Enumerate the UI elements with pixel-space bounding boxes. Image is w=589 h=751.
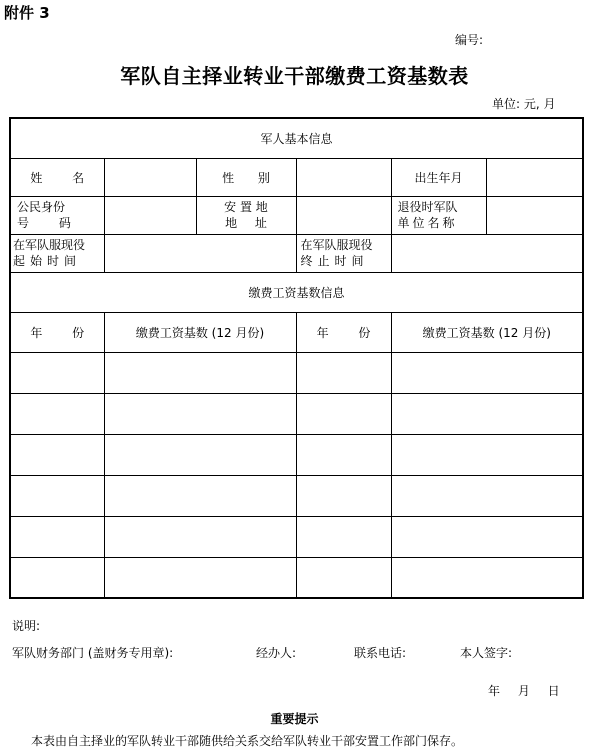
year-cell[interactable] xyxy=(10,557,104,598)
table-row xyxy=(10,352,583,393)
year-cell[interactable] xyxy=(10,516,104,557)
salary-base-cell[interactable] xyxy=(391,516,583,557)
year-cell[interactable] xyxy=(296,352,391,393)
column-header-year-2: 年 份 xyxy=(296,312,391,352)
name-field[interactable] xyxy=(104,158,196,196)
year-cell[interactable] xyxy=(296,557,391,598)
salary-base-cell[interactable] xyxy=(391,557,583,598)
retirement-unit-label xyxy=(391,196,486,234)
placement-label-line1: 安 置 地 xyxy=(224,200,268,214)
finance-dept-label: 军队财务部门 (盖财务专用章): xyxy=(12,646,174,660)
year-cell[interactable] xyxy=(10,352,104,393)
serial-number-label: 编号: xyxy=(455,33,484,47)
year-cell[interactable] xyxy=(10,475,104,516)
column-header-salary-base: 缴费工资基数 (12 月份) xyxy=(104,312,296,352)
section-header-row xyxy=(10,272,583,312)
unit-label-line2: 单位名称 xyxy=(397,216,458,230)
service-end-line1: 在军队服现役 xyxy=(300,238,373,252)
service-end-field[interactable] xyxy=(391,234,583,272)
id-label-line2: 号 码 xyxy=(17,216,71,230)
document-title: 军队自主择业转业干部缴费工资基数表 xyxy=(120,64,469,88)
placement-address-label xyxy=(196,196,296,234)
table-row xyxy=(10,475,583,516)
table-row xyxy=(10,516,583,557)
placement-label-line2: 地 址 xyxy=(225,216,267,230)
retirement-unit-field[interactable] xyxy=(486,196,583,234)
table-row xyxy=(10,434,583,475)
salary-column-header-row xyxy=(10,312,583,352)
service-start-line2: 起始时间 xyxy=(13,254,82,268)
table-row xyxy=(10,393,583,434)
service-end-line2: 终止时间 xyxy=(300,254,369,268)
year-cell[interactable] xyxy=(10,393,104,434)
birth-field[interactable] xyxy=(486,158,583,196)
salary-base-cell[interactable] xyxy=(104,434,296,475)
section-title-basic-info: 军人基本信息 xyxy=(10,118,583,158)
service-start-label xyxy=(10,234,104,272)
year-cell[interactable] xyxy=(296,393,391,434)
gender-field[interactable] xyxy=(296,158,391,196)
id-label-line1: 公民身份 xyxy=(17,200,66,214)
table-row xyxy=(10,557,583,598)
salary-base-cell[interactable] xyxy=(104,475,296,516)
year-cell[interactable] xyxy=(296,434,391,475)
self-signature-label: 本人签字: xyxy=(460,646,513,660)
salary-base-cell[interactable] xyxy=(104,352,296,393)
form-row-id xyxy=(10,196,583,234)
salary-base-cell[interactable] xyxy=(104,557,296,598)
id-field[interactable] xyxy=(104,196,196,234)
salary-base-form xyxy=(9,117,584,599)
phone-label: 联系电话: xyxy=(354,646,407,660)
salary-base-cell[interactable] xyxy=(391,434,583,475)
date-label: 年 月 日 xyxy=(488,684,560,698)
birth-label: 出生年月 xyxy=(391,158,486,196)
id-label xyxy=(10,196,104,234)
name-label: 姓 名 xyxy=(10,158,104,196)
year-cell[interactable] xyxy=(296,516,391,557)
service-start-field[interactable] xyxy=(104,234,296,272)
salary-base-cell[interactable] xyxy=(104,393,296,434)
service-start-line1: 在军队服现役 xyxy=(13,238,86,252)
year-cell[interactable] xyxy=(296,475,391,516)
gender-label: 性 别 xyxy=(196,158,296,196)
placement-address-field[interactable] xyxy=(296,196,391,234)
important-tip-title: 重要提示 xyxy=(270,712,319,726)
unit-label: 单位: 元, 月 xyxy=(492,97,556,111)
unit-label-line1: 退役时军队 xyxy=(397,200,458,214)
salary-base-cell[interactable] xyxy=(391,352,583,393)
salary-base-cell[interactable] xyxy=(391,393,583,434)
attachment-label: 附件 3 xyxy=(4,4,50,22)
salary-base-cell[interactable] xyxy=(391,475,583,516)
year-cell[interactable] xyxy=(10,434,104,475)
section-title-salary-info: 缴费工资基数信息 xyxy=(10,272,583,312)
important-tip-body: 本表由自主择业的军队转业干部随供给关系交给军队转业干部安置工作部门保存。 xyxy=(31,734,464,748)
column-header-year: 年 份 xyxy=(10,312,104,352)
note-label: 说明: xyxy=(12,619,41,633)
form-row-service xyxy=(10,234,583,272)
salary-base-cell[interactable] xyxy=(104,516,296,557)
handler-label: 经办人: xyxy=(256,646,297,660)
service-end-label xyxy=(296,234,391,272)
section-header-row xyxy=(10,118,583,158)
column-header-salary-base-2: 缴费工资基数 (12 月份) xyxy=(391,312,583,352)
form-row-name xyxy=(10,158,583,196)
